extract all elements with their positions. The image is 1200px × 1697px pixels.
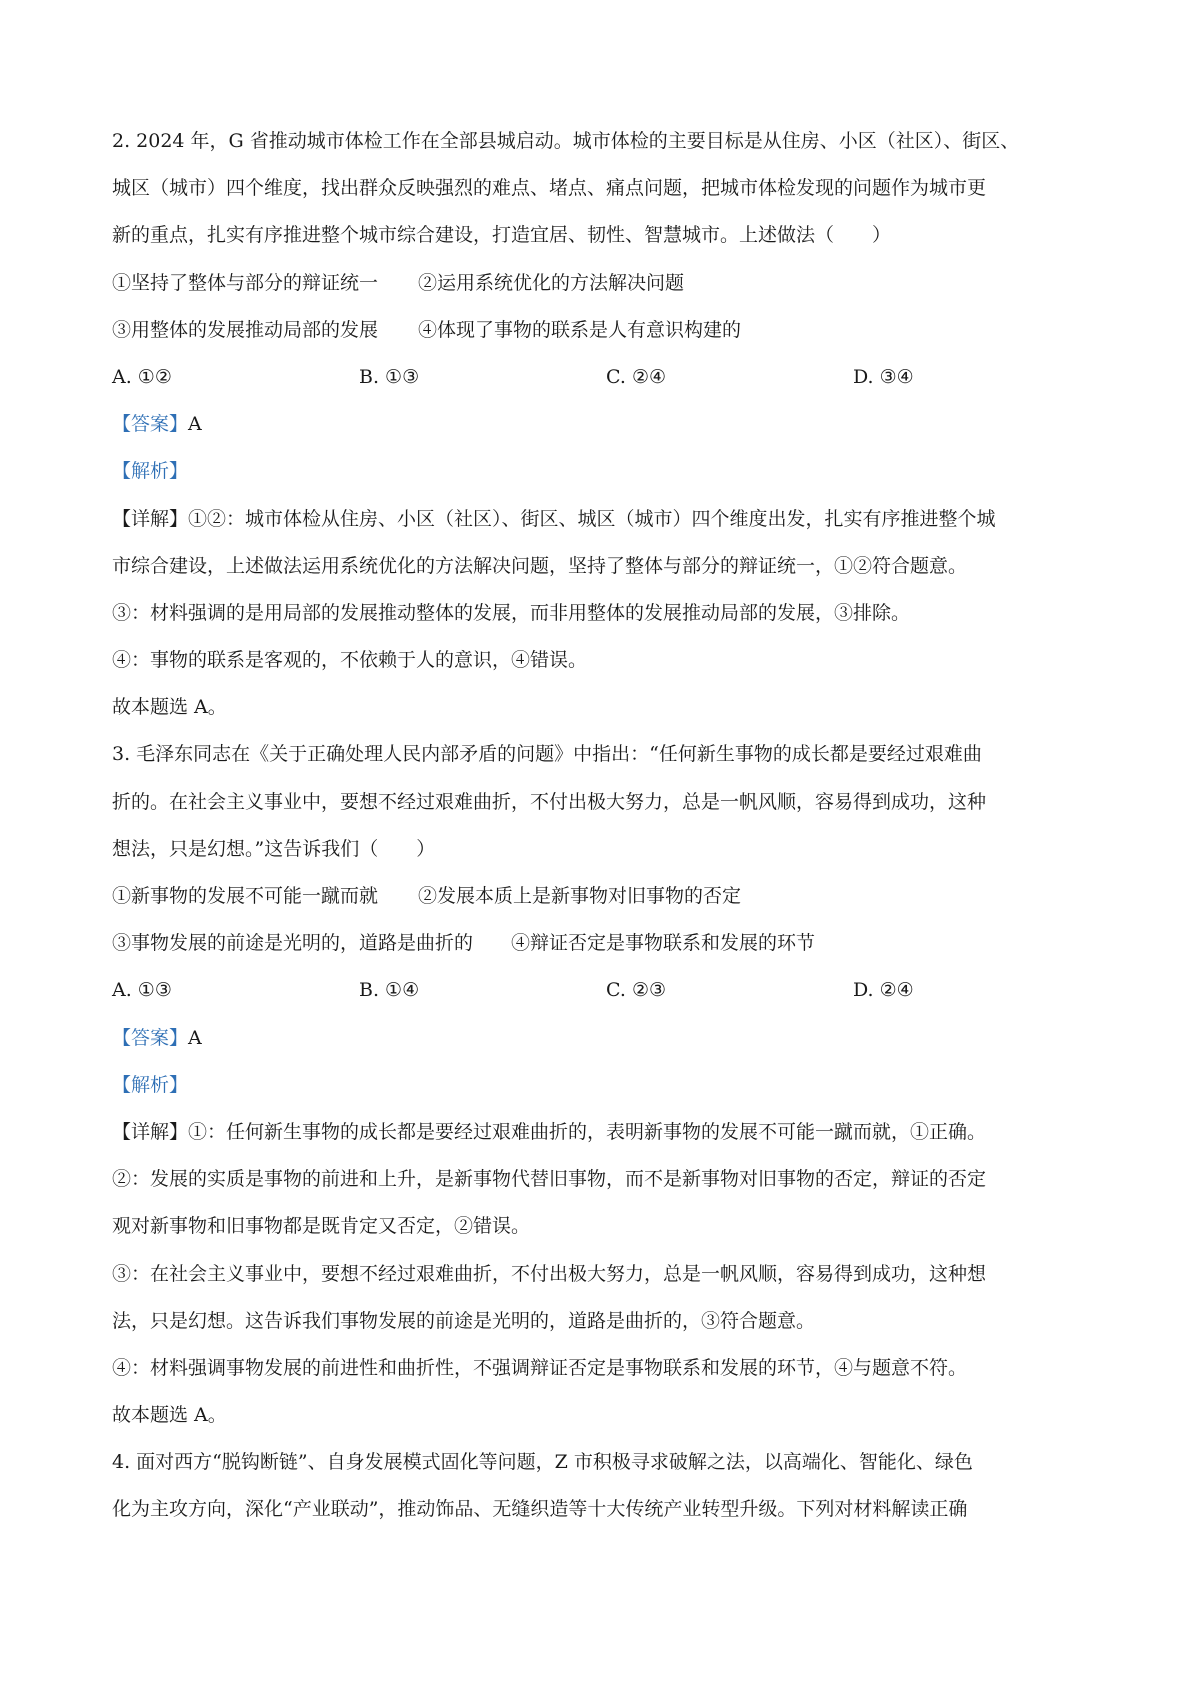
q2-statement-3: ③用整体的发展推动局部的发展 [112, 318, 379, 341]
q3-detail-line: ③：在社会主义事业中，要想不经过艰难曲折，不付出极大努力，总是一帆风顺，容易得到成功，这种想 [112, 1262, 987, 1285]
analysis-tag: 【解析】 [112, 460, 189, 483]
q3-option-d: D. ②④ [853, 979, 914, 1002]
question-4 [112, 1439, 1102, 1533]
question-2 [112, 118, 1102, 731]
q4-stem-line: 4. 面对西方“脱钩断链”、自身发展模式固化等问题，Z 市积极寻求破解之法，以高端化、智能化、绿色 [112, 1451, 973, 1474]
q3-options [112, 967, 1102, 1014]
q3-answer [112, 1015, 1102, 1062]
q3-conclusion: 故本题选 A。 [112, 1404, 227, 1427]
answer-value: A [188, 1026, 202, 1049]
answer-value: A [188, 413, 202, 436]
q2-detail-line: ③：材料强调的是用局部的发展推动整体的发展，而非用整体的发展推动局部的发展，③排除。 [112, 601, 911, 624]
q2-option-d: D. ③④ [853, 365, 914, 388]
q3-stem-line: 折的。在社会主义事业中，要想不经过艰难曲折，不付出极大努力，总是一帆风顺，容易得到成功，这种 [112, 790, 987, 813]
q3-stem-line: 想法，只是幻想。”这告诉我们（ ） [112, 837, 436, 860]
q2-stem-line: 城区（城市）四个维度，找出群众反映强烈的难点、堵点、痛点问题，把城市体检发现的问题作为城市更 [112, 177, 987, 200]
q2-option-b: B. ①③ [359, 365, 420, 388]
q2-options [112, 354, 1102, 401]
q2-stem-line: 2. 2024 年，G 省推动城市体检工作在全部县城启动。城市体检的主要目标是从住房、小区（社区）、街区、 [112, 130, 1020, 152]
q3-detail-line: ②：发展的实质是事物的前进和上升，是新事物代替旧事物，而不是新事物对旧事物的否定，辩证的否定 [112, 1168, 987, 1191]
q2-statement-4: ④体现了事物的联系是人有意识构建的 [418, 318, 742, 341]
question-3 [112, 731, 1102, 1439]
q2-option-a: A. ①② [112, 365, 172, 388]
q3-statement-1: ①新事物的发展不可能一蹴而就 [112, 885, 379, 907]
q3-detail-line: 观对新事物和旧事物都是既肯定又否定，②错误。 [112, 1215, 531, 1238]
q3-option-c: C. ②③ [606, 979, 667, 1002]
q3-stem-line: 3. 毛泽东同志在《关于正确处理人民内部矛盾的问题》中指出：“任何新生事物的成长都是要经过艰难曲 [112, 743, 982, 766]
q2-conclusion: 故本题选 A。 [112, 696, 227, 719]
q2-analysis [112, 448, 1102, 495]
q3-detail-line: 法，只是幻想。这告诉我们事物发展的前途是光明的，道路是曲折的，③符合题意。 [112, 1309, 816, 1332]
q2-answer [112, 401, 1102, 448]
q2-statement-1: ①坚持了整体与部分的辩证统一 [112, 271, 379, 294]
q2-detail-line: 市综合建设，上述做法运用系统优化的方法解决问题，坚持了整体与部分的辩证统一，①②符合题意。 [112, 554, 968, 577]
q3-statement-2: ②发展本质上是新事物对旧事物的否定 [418, 885, 742, 907]
q3-detail-line: 【详解】①：任何新生事物的成长都是要经过艰难曲折的，表明新事物的发展不可能一蹴而就，①正确。 [112, 1120, 987, 1143]
q3-detail-line: ④：材料强调事物发展的前进性和曲折性，不强调辩证否定是事物联系和发展的环节，④与题意不符。 [112, 1356, 968, 1379]
q2-statement-2: ②运用系统优化的方法解决问题 [418, 271, 685, 294]
answer-tag: 【答案】 [112, 1026, 189, 1049]
q2-detail-line: 【详解】①②：城市体检从住房、小区（社区）、街区、城区（城市）四个维度出发，扎实有序推进整个城 [112, 507, 996, 530]
document-content [112, 118, 1102, 1534]
q3-statements-row-1 [112, 873, 1102, 920]
answer-tag: 【答案】 [112, 413, 189, 436]
q3-statement-3: ③事物发展的前途是光明的，道路是曲折的 [112, 932, 474, 955]
q2-option-c: C. ②④ [606, 365, 667, 388]
q2-statements-row-2 [112, 307, 1102, 354]
q2-stem-line: 新的重点，扎实有序推进整个城市综合建设，打造宜居、韧性、智慧城市。上述做法（ ） [112, 224, 892, 247]
q4-stem-line: 化为主攻方向，深化“产业联动”，推动饰品、无缝织造等十大传统产业转型升级。下列对材料解读正确 [112, 1498, 968, 1521]
q3-statement-4: ④辩证否定是事物联系和发展的环节 [511, 932, 816, 955]
analysis-tag: 【解析】 [112, 1073, 189, 1096]
q3-option-a: A. ①③ [112, 979, 172, 1002]
q3-analysis [112, 1062, 1102, 1109]
q2-statements-row-1 [112, 260, 1102, 307]
q3-statements-row-2 [112, 920, 1102, 967]
q2-detail-line: ④：事物的联系是客观的，不依赖于人的意识，④错误。 [112, 649, 588, 672]
q3-option-b: B. ①④ [359, 979, 420, 1002]
